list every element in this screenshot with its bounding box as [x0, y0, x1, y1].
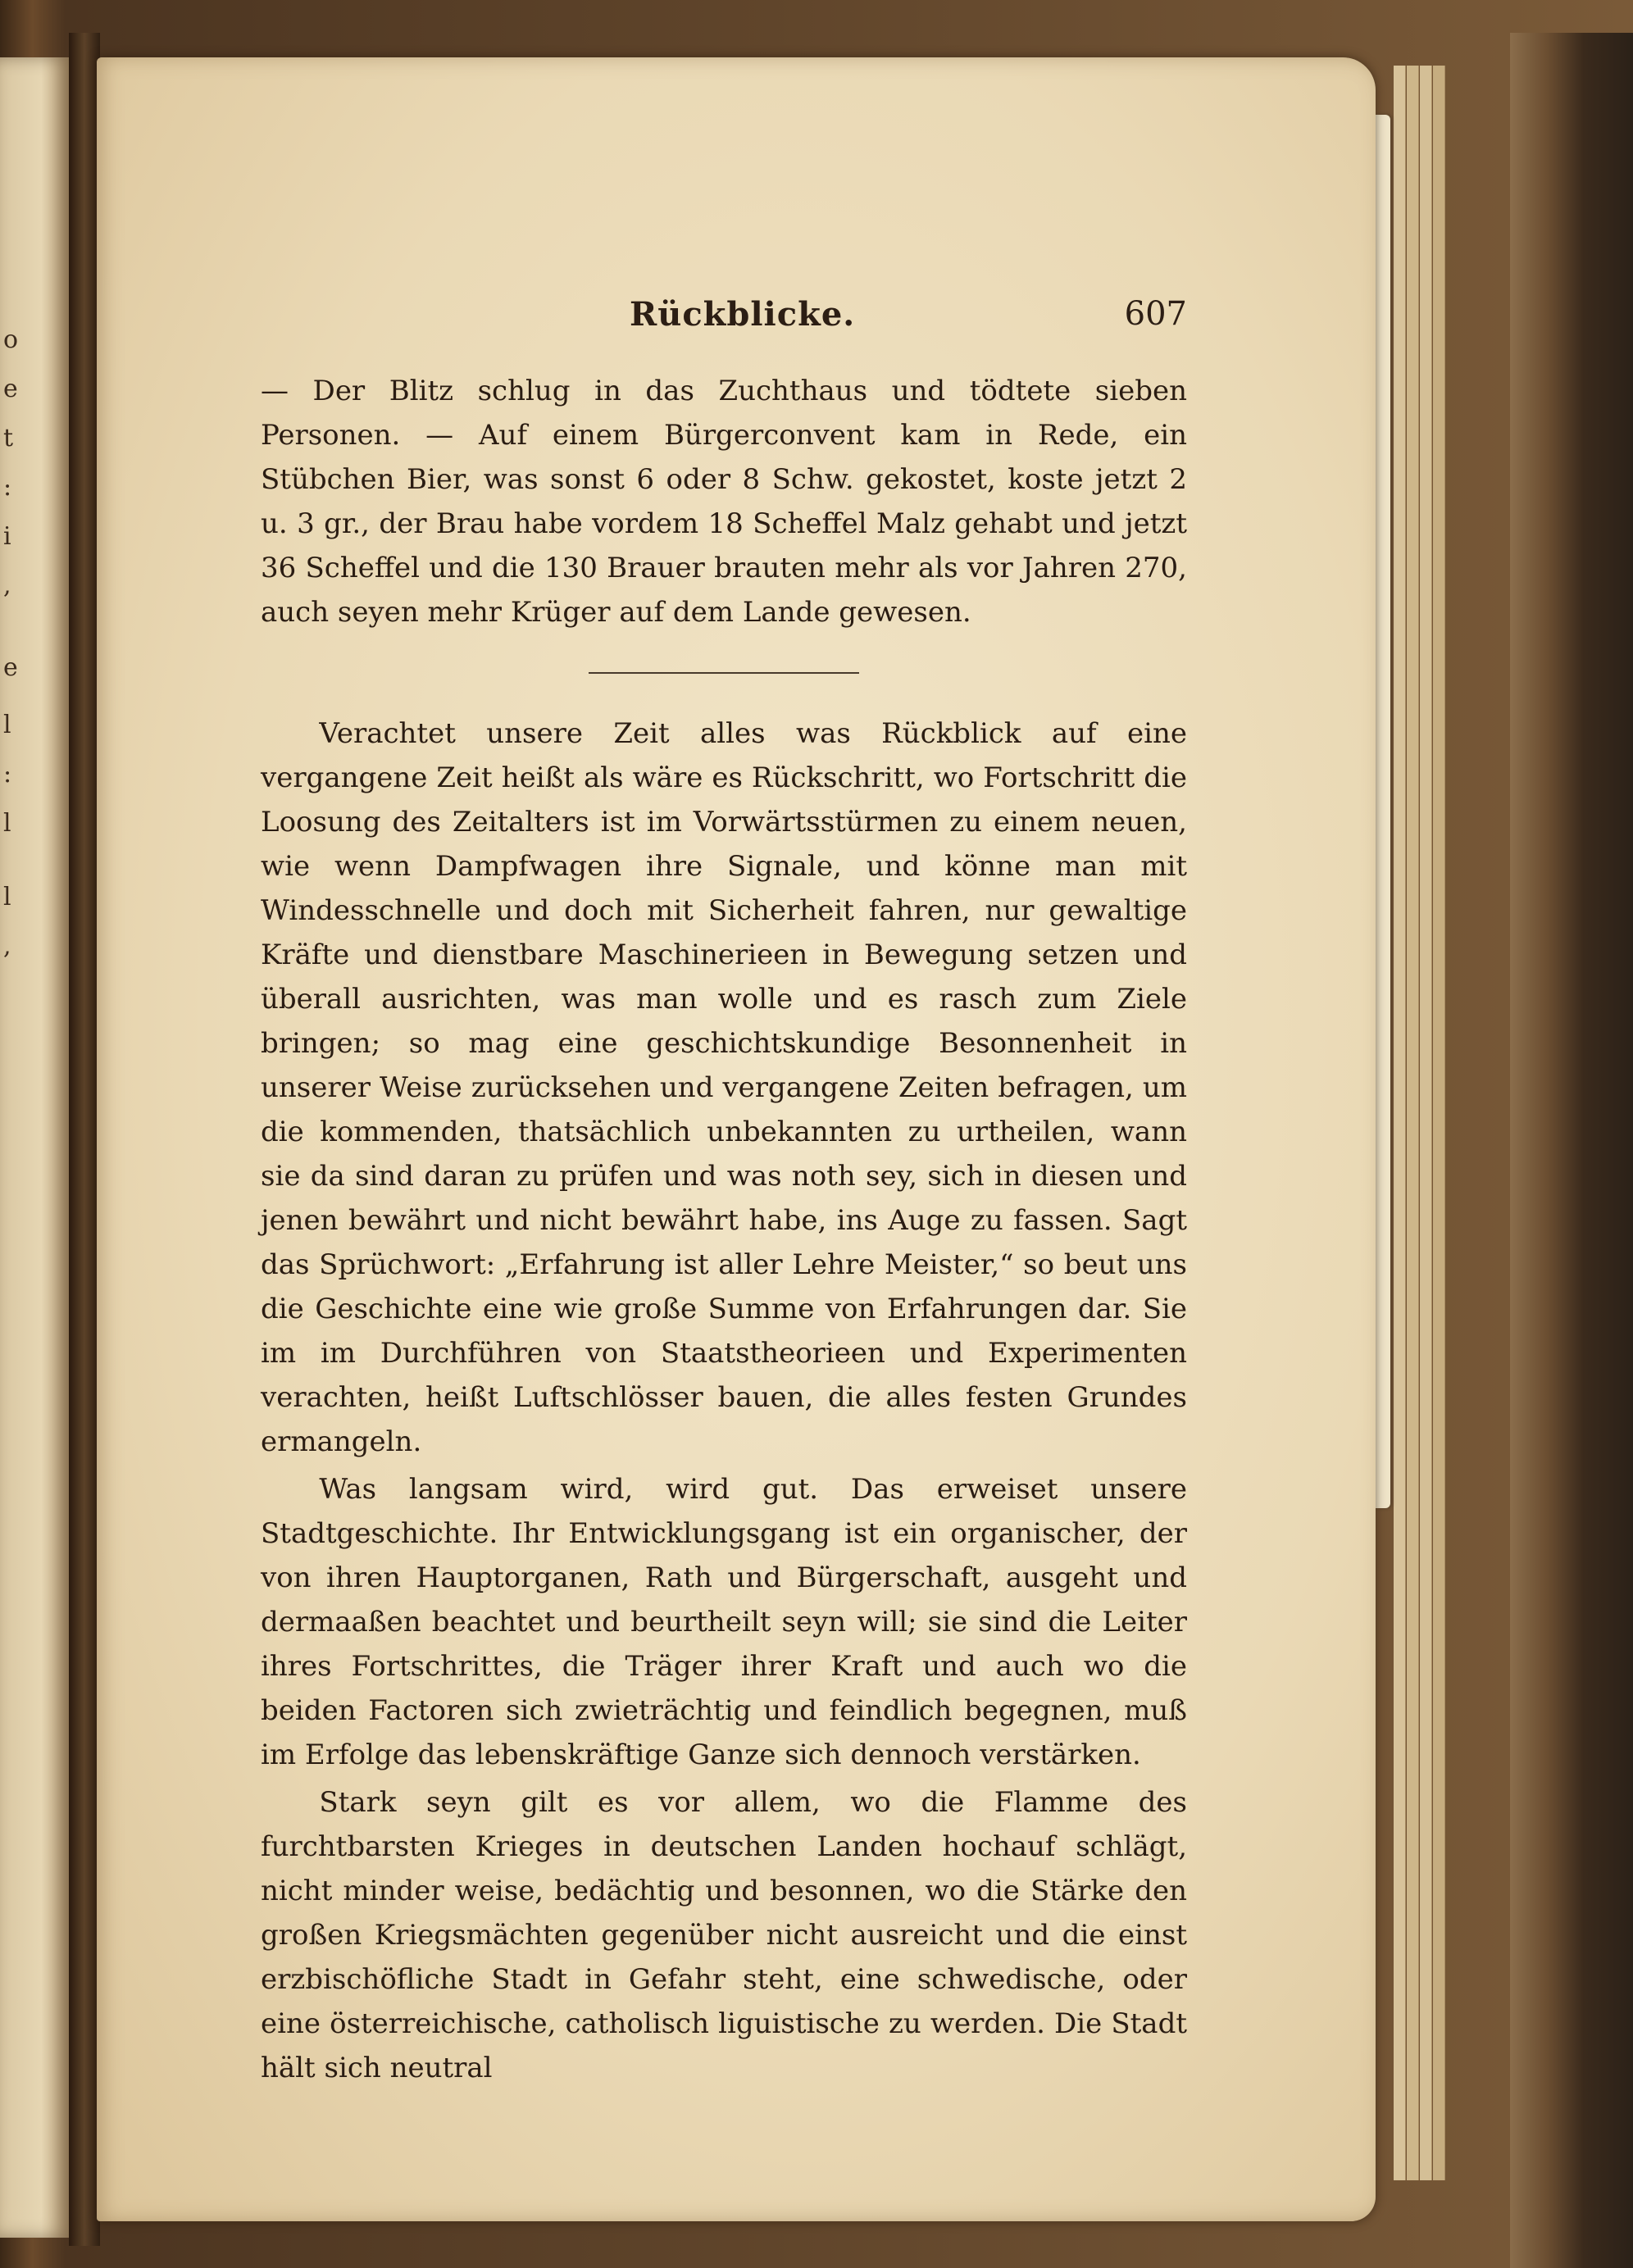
- facing-page-letter: :: [3, 473, 12, 502]
- facing-page-letter: l: [3, 883, 11, 911]
- paragraph: Was langsam wird, wird gut. Das erweiset unsere Stadtgeschichte. Ihr Entwicklungsgang ist ein organischer, der von ihren Hauptorganen, Rath und Bürgerschaft, ausgeht und dermaaßen beachtet und beurtheilt seyn will; sie sind die Leiter ihres Fortschrittes, die Träger ihrer Kraft und auch wo die beiden Factoren sich zwieträchtig und feindlich begegnen, muß im Erfolge das lebenskräftige Ganze sich dennoch verstärken.: [261, 1473, 1187, 1771]
- page-number: 607: [1124, 295, 1187, 333]
- facing-page-letter: l: [3, 809, 11, 838]
- paragraph: Stark seyn gilt es vor allem, wo die Flamme des furchtbarsten Krieges in deutschen Landen hochauf schlägt, nicht minder weise, bedächtig und besonnen, wo die Stärke den großen Kriegsmächten gegenüber nicht ausreicht und die einst erzbischöfliche Stadt in Gefahr steht, eine schwedische, oder eine österreichische, catholisch liguistische zu werden. Die Stadt hält sich neutral: [261, 1786, 1187, 2084]
- page-edge: [1420, 66, 1432, 2180]
- facing-page-letter: ,: [3, 571, 11, 600]
- facing-page-letter: t: [3, 424, 14, 452]
- book-gutter: [69, 33, 100, 2246]
- book-cover-edge: [1510, 33, 1633, 2268]
- paragraph: Verachtet unsere Zeit alles was Rückblick auf eine vergangene Zeit heißt als wäre es Rückschritt, wo Fortschritt die Loosung des Zeitalters ist im Vorwärtsstürmen zu einem neuen, wie wenn Dampfwagen ihre Signale, und könne man mit Windesschnelle und doch mit Sicherheit fahren, nur gewaltige Kräfte und dienstbare Maschinerieen in Bewegung setzen und überall ausrichten, was man wolle und es rasch zum Ziele bringen; so mag eine geschichtskundige Besonnenheit in unserer Weise zurücksehen und vergangene Zeiten befragen, um die kommenden, thatsächlich unbekannten zu urtheilen, wann sie da sind daran zu prüfen und was noth sey, sich in diesen und jenen bewährt und nicht bewährt habe, ins Auge zu fassen. Sagt das Sprüchwort: „Erfahrung ist aller Lehre Meister,“ so beut uns die Geschichte eine wie große Summe von Erfahrungen dar. Sie im im Durchführen von Staatstheorieen und Experimenten verachten, heißt Luftschlösser bauen, die alles festen Grundes ermangeln.: [261, 717, 1187, 1458]
- facing-page-letter: e: [3, 375, 18, 403]
- page-edge: [1394, 66, 1406, 2180]
- facing-page-letter: e: [3, 653, 18, 682]
- running-title: Rückblicke.: [630, 295, 856, 334]
- book-page: [97, 57, 1376, 2221]
- facing-page-letter: i: [3, 522, 11, 551]
- running-head: [343, 295, 1187, 336]
- facing-page-edge: [0, 57, 69, 2238]
- paragraph: — Der Blitz schlug in das Zuchthaus und tödtete sieben Personen. — Auf einem Bürgerconvent kam in Rede, ein Stübchen Bier, was sonst 6 oder 8 Schw. gekostet, koste jetzt 2 u. 3 gr., der Brau habe vordem 18 Scheffel Malz gehabt und jetzt 36 Scheffel und die 130 Brauer brauten mehr als vor Jahren 270, auch seyen mehr Krüger auf dem Lande gewesen.: [261, 375, 1187, 629]
- facing-page-letter: :: [3, 760, 12, 789]
- facing-page-letter: l: [3, 711, 11, 739]
- page-edge: [1433, 66, 1445, 2180]
- body-text: [261, 369, 1187, 2090]
- section-divider: [589, 672, 859, 674]
- facing-page-letter: o: [3, 325, 19, 354]
- facing-page-letter: ,: [3, 932, 11, 961]
- page-fold: [1376, 115, 1390, 1508]
- page-edge: [1407, 66, 1419, 2180]
